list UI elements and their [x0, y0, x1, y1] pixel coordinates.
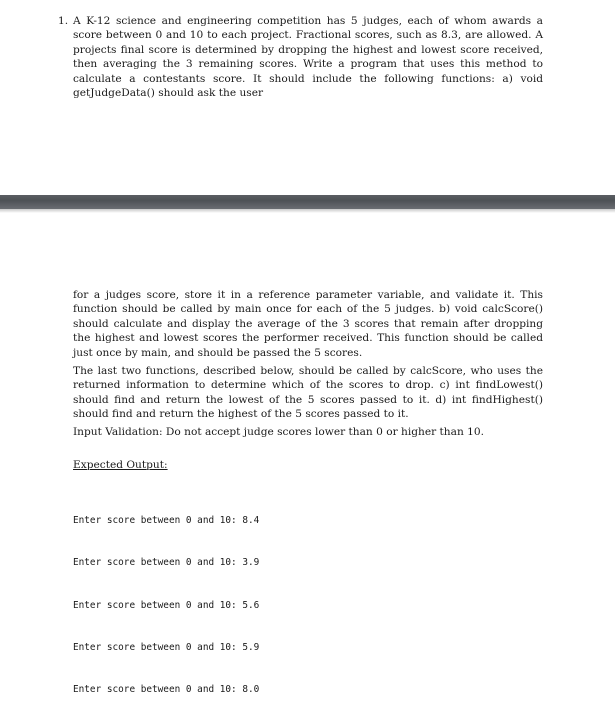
problem-number: 1. [58, 15, 69, 27]
output-line: Enter score between 0 and 10: 8.4 [73, 515, 260, 527]
expected-output-heading: Expected Output: [73, 459, 168, 471]
output-line: Enter score between 0 and 10: 5.6 [73, 599, 260, 611]
output-line: Enter score between 0 and 10: 8.0 [73, 684, 260, 696]
page-break-divider [0, 195, 615, 209]
input-validation-text: Input Validation: Do not accept judge scores lower than 0 or higher than 10. [73, 426, 484, 438]
problem-paragraph-2: for a judges score, store it in a reference parameter variable, and validate it. This function should be called by main once for each of the 5 judges. b) void calcScore() should calculate and display the average of the 3 scores that remain after dropping the highest and lowest scores the performer received. This function should be called just once by main, and should be passed the 5 scores. [73, 289, 543, 359]
expected-output-block [73, 486, 259, 712]
output-line: Enter score between 0 and 10: 5.9 [73, 642, 260, 654]
page-break-shadow [0, 209, 615, 213]
problem-paragraph-3: The last two functions, described below, should be called by calcScore, who uses the returned information to determine which of the scores to drop. c) int findLowest() should find and return the lowest of the 5 scores passed to it. d) int findHighest() should find and return the highest of the 5 scores passed to it. [73, 365, 543, 421]
problem-paragraph-1: A K-12 science and engineering competition has 5 judges, each of whom awards a score between 0 and 10 to each project. Fractional scores, such as 8.3, are allowed. A projects final score is determined by dropping the highest and lowest score received, then averaging the 3 remaining scores. Write a program that uses this method to calculate a contestants score. It should include the following functions: a) void getJudgeData() should ask the user [73, 15, 543, 100]
output-line: Enter score between 0 and 10: 3.9 [73, 557, 260, 569]
